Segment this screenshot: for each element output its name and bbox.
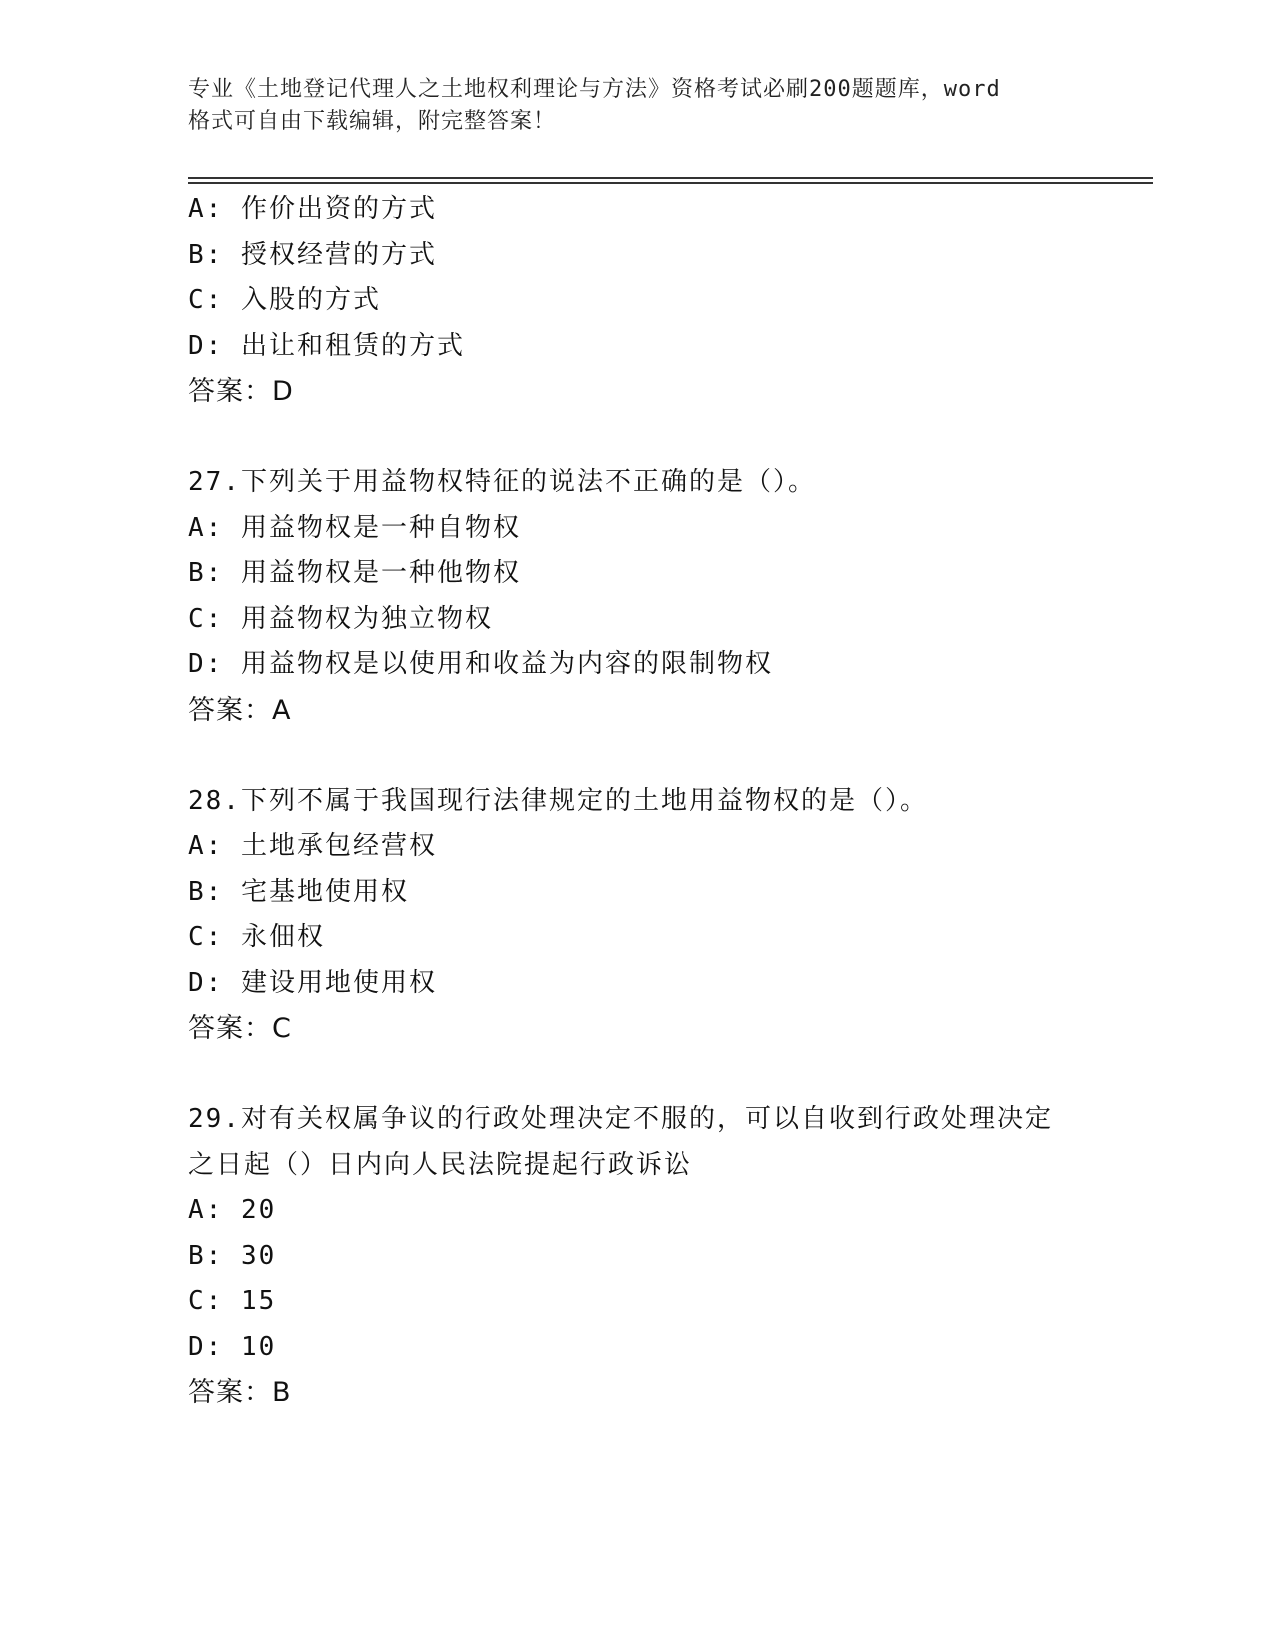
answer-line: 答案：D	[188, 376, 294, 407]
question-stem-line-2: 之日起（）日内向人民法院提起行政诉讼	[188, 1149, 693, 1180]
option-b: B: 30	[188, 1240, 277, 1271]
option-c: C: 入股的方式	[188, 285, 381, 315]
option-a: A: 20	[188, 1195, 277, 1225]
option-a: A: 作价出资的方式	[188, 194, 437, 224]
header-line-1: 专业《土地登记代理人之土地权利理论与方法》资格考试必刷200题题库，word	[188, 77, 1001, 102]
question-stem-line-1: 29.对有关权属争议的行政处理决定不服的，可以自收到行政处理决定	[188, 1104, 1053, 1134]
question-28	[188, 779, 1168, 1052]
option-d: D: 建设用地使用权	[188, 967, 437, 998]
spacer	[188, 1052, 1168, 1098]
answer-line: 答案：C	[188, 1013, 292, 1044]
spacer	[188, 415, 1168, 461]
document-header	[188, 74, 1088, 138]
question-26-continued	[188, 187, 1168, 415]
question-stem: 27.下列关于用益物权特征的说法不正确的是（）。	[188, 467, 816, 497]
spacer	[188, 733, 1168, 779]
header-divider-bottom	[188, 182, 1153, 184]
option-a: A: 用益物权是一种自物权	[188, 512, 521, 543]
header-divider-top	[188, 177, 1153, 179]
option-d: D: 10	[188, 1331, 277, 1362]
question-list	[188, 187, 1168, 1416]
option-b: B: 授权经营的方式	[188, 239, 437, 270]
option-d: D: 用益物权是以使用和收益为内容的限制物权	[188, 649, 773, 679]
option-d: D: 出让和租赁的方式	[188, 330, 465, 361]
option-a: A: 土地承包经营权	[188, 831, 437, 861]
option-c: C: 永佃权	[188, 922, 325, 952]
question-27	[188, 460, 1168, 733]
header-line-2: 格式可自由下载编辑，附完整答案！	[188, 109, 557, 134]
answer-line: 答案：B	[188, 1377, 292, 1408]
option-c: C: 15	[188, 1286, 277, 1316]
answer-line: 答案：A	[188, 694, 292, 726]
option-b: B: 用益物权是一种他物权	[188, 558, 521, 588]
option-c: C: 用益物权为独立物权	[188, 603, 493, 634]
question-29	[188, 1097, 1168, 1416]
question-stem: 28.下列不属于我国现行法律规定的土地用益物权的是（）。	[188, 785, 928, 816]
option-b: B: 宅基地使用权	[188, 876, 409, 907]
